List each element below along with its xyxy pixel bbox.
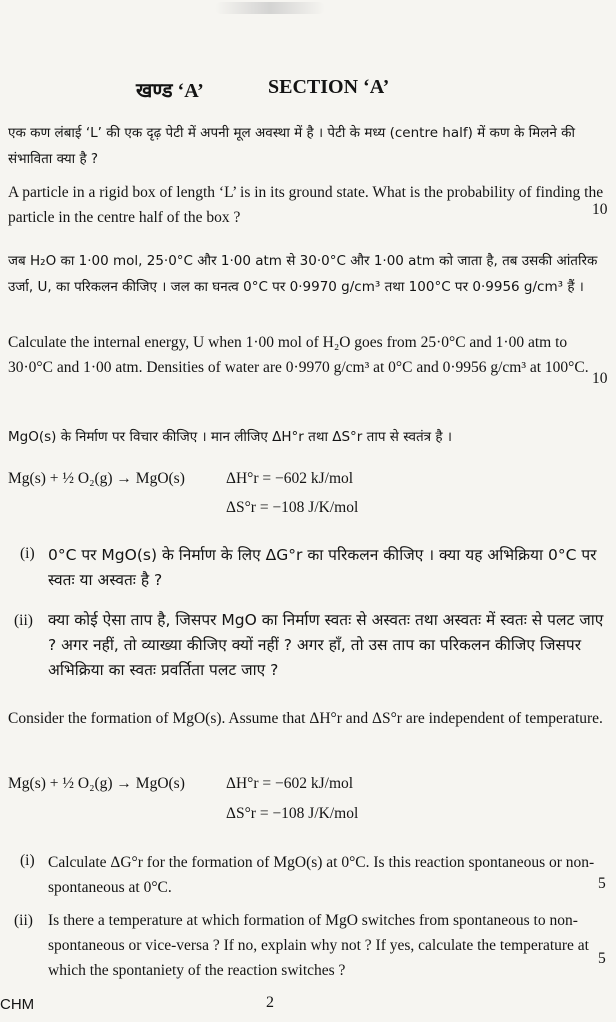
scan-smudge — [215, 2, 325, 14]
q3-english-intro: Consider the formation of MgO(s). Assume that ΔH°r and ΔS°r are independent of temperature. — [8, 710, 603, 727]
subject-code: CHM — [0, 996, 35, 1013]
q3-hindi-i-text: 0°C पर MgO(s) के निर्माण के लिए ΔG°r का परिकलन कीजिए । क्या यह अभिक्रिया 0°C पर स्वतः या अस्वतः है ? — [48, 546, 597, 589]
q2-marks: 10 — [592, 370, 608, 387]
q2-hindi: जब H₂O का 1·00 mol, 25·0°C और 1·00 atm से 30·0°C और 1·00 atm को जाता है, तब उसकी आंतरिक उर्जा, U, का परिकलन कीजिए । जल का घनत्व 0°C पर 0·9970 g/cm³ तथा 100°C पर 0·9956 g/cm³ हैं । — [8, 253, 598, 295]
q3-english-i-label: (i) — [20, 852, 35, 869]
q3-hindi-i-label: (i) — [20, 545, 35, 562]
q3-hindi-dh: ΔH°r = −602 kJ/mol — [226, 470, 354, 487]
page-number: 2 — [266, 994, 274, 1011]
q3-english-equation: Mg(s) + ½ O₂(g) → MgO(s) — [8, 775, 185, 792]
q3-english-ds: ΔS°r = −108 J/K/mol — [226, 805, 359, 822]
q3-hindi-equation: Mg(s) + ½ O₂(g) → MgO(s) — [8, 470, 185, 487]
section-heading-english: SECTION ‘A’ — [268, 76, 390, 98]
q3-english-dh: ΔH°r = −602 kJ/mol — [226, 775, 354, 792]
q3-english-ii-label: (ii) — [14, 912, 33, 929]
q3-hindi-ii-text: क्या कोई ऐसा ताप है, जिसपर MgO का निर्माण स्वतः से अस्वतः तथा अस्वतः में स्वतः से पलट जाए ? अगर नहीं, तो व्याख्या कीजिए क्यों नहीं ? अगर हाँ, तो उस ताप का परिकलन कीजिए जिसपर अभिक्रिया का स्वतः प्रवर्तिता पलट जाए ? — [48, 611, 604, 679]
q3-english-ii-text: Is there a temperature at which formation of MgO switches from spontaneous to non-spontaneous or vice-versa ? If no, explain why not ? If yes, calculate the temperature at which the spontaniety of the reaction switches ? — [48, 912, 589, 979]
q3-hindi-ds: ΔS°r = −108 J/K/mol — [226, 499, 359, 516]
q2-english: Calculate the internal energy, U when 1·00 mol of H₂O goes from 25·0°C and 1·00 atm to 30·0°C and 1·00 atm. Densities of water are 0·9970 g/cm³ at 0°C and 0·9956 g/cm³ at 100°C. — [8, 334, 589, 376]
q1-english: A particle in a rigid box of length ‘L’ is in its ground state. What is the probability of finding the particle in the centre half of the box ? — [8, 184, 604, 226]
q3-hindi-ii-label: (ii) — [14, 612, 33, 629]
q3-english-i-marks: 5 — [598, 875, 606, 892]
q1-hindi: एक कण लंबाई ‘L’ की एक दृढ़ पेटी में अपनी मूल अवस्था में है । पेटी के मध्य (centre half) में कण के मिलने की संभाविता क्या है ? — [8, 125, 575, 167]
section-heading-hindi: खण्ड ‘A’ — [136, 80, 204, 102]
q3-english-i-text: Calculate ΔG°r for the formation of MgO(s) at 0°C. Is this reaction spontaneous or non-spontaneous at 0°C. — [48, 854, 595, 896]
q3-hindi-intro: MgO(s) के निर्माण पर विचार कीजिए । मान लीजिए ΔH°r तथा ΔS°r ताप से स्वतंत्र है । — [8, 429, 452, 445]
q3-english-ii-marks: 5 — [598, 950, 606, 967]
q1-marks: 10 — [592, 201, 608, 218]
